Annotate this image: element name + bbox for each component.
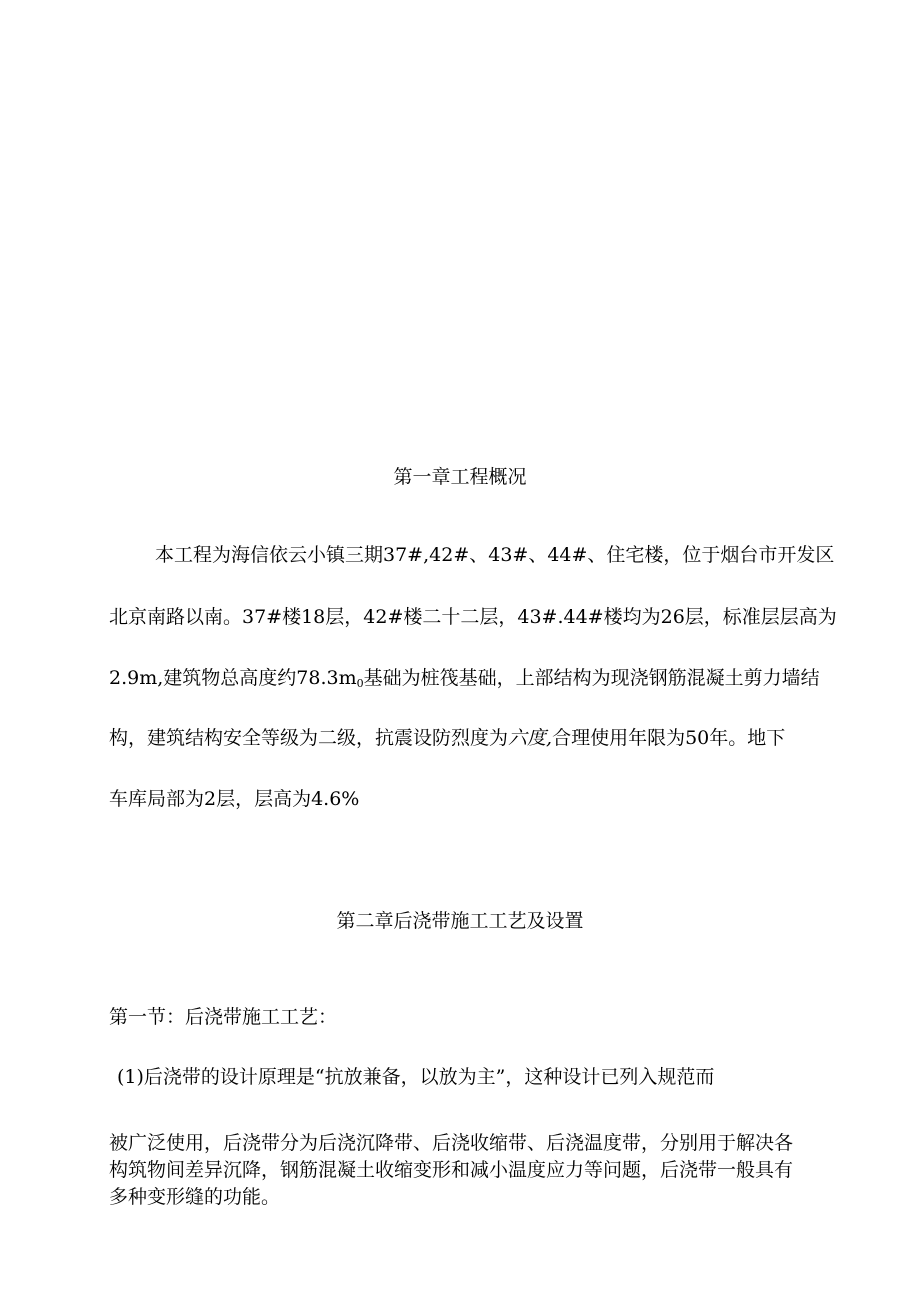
chapter-1-line-2 [109, 602, 839, 629]
chapter-1-safety-text: 构，建筑结构安全等级为二级，抗震设防烈度为 [109, 727, 509, 749]
section-1-item-1 [117, 1062, 839, 1089]
chapter-1-line-4 [109, 723, 839, 750]
chapter-1-title: 第一章工程概况 [393, 466, 527, 488]
section-1-para-line-3 [109, 1182, 839, 1209]
chapter-1-height-text: 2.9m,建筑物总高度约78.3m [109, 667, 357, 689]
chapter-1-line-5 [109, 784, 839, 811]
chapter-1-seismic-text: 六度, [508, 727, 553, 749]
section-1-para-line-1-text: 被广泛使用，后浇带分为后浇沉降带、后浇收缩带、后浇温度带，分别用于解决各 [109, 1132, 794, 1154]
section-1-title [109, 1002, 839, 1029]
chapter-1-line-3 [109, 663, 839, 690]
chapter-2-title: 第二章后浇带施工工艺及设置 [336, 910, 584, 932]
section-1-para-line-2-text: 构筑物间差异沉降，钢筋混凝土收缩变形和减小温度应力等问题，后浇带一般具有 [109, 1159, 794, 1181]
section-1-para-line-2 [109, 1155, 839, 1182]
section-1-para-line-3-text: 多种变形缝的功能。 [109, 1186, 281, 1208]
chapter-1-lifespan-text: 合理使用年限为50年。地下 [552, 727, 786, 749]
chapter-1-structure-text: 基础为桩筏基础，上部结构为现浇钢筋混凝土剪力墙结 [363, 667, 820, 689]
section-1-title-text: 第一节：后浇带施工工艺： [109, 1006, 338, 1028]
chapter-1-line-5-text: 车库局部为2层，层高为4.6% [109, 788, 360, 810]
chapter-1-subscript: 0 [356, 677, 364, 690]
chapter-1-line-1 [155, 540, 839, 567]
chapter-1-line-1-text: 本工程为海信依云小镇三期37#,42#、43#、44#、住宅楼，位于烟台市开发区 [155, 544, 835, 566]
section-1-item-1-text: (1)后浇带的设计原理是“抗放兼备，以放为主”，这种设计已列入规范而 [117, 1066, 715, 1088]
chapter-1-line-2-text: 北京南路以南。37#楼18层，42#楼二十二层，43#.44#楼均为26层，标准层层高为 [109, 606, 837, 628]
section-1-para-line-1 [109, 1128, 839, 1155]
